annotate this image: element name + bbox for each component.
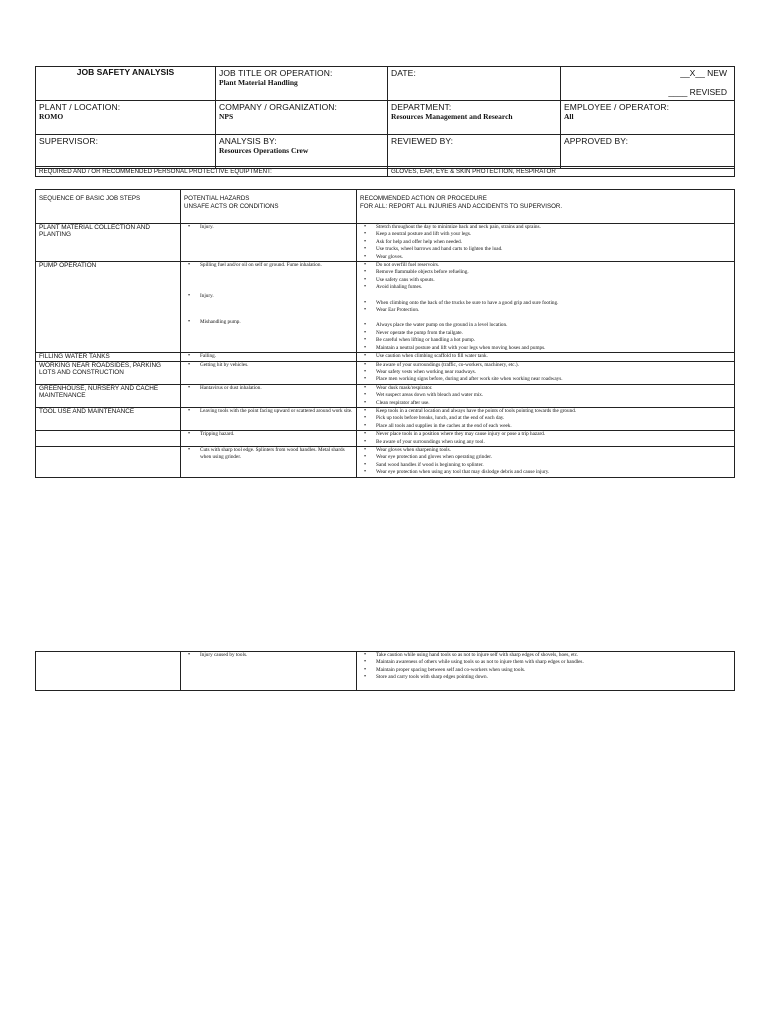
table-row (36, 652, 735, 691)
steps-header: SEQUENCE OF BASIC JOB STEPS (36, 190, 181, 224)
hazard-item: • Falling. (200, 353, 353, 360)
hazard-item: • Cuts with sharp tool edge. Splinters from wood handles. Metal shards when using grinder. (200, 447, 353, 462)
hazard-table (35, 189, 735, 478)
action-item: • Ask for help and offer help when needed. (376, 239, 731, 246)
action-cell (357, 407, 735, 430)
step-cell: FILLING WATER TANKS (36, 353, 181, 361)
table-row (36, 361, 735, 384)
action-item: • Always place the water pump on the ground in a level location. (376, 322, 731, 329)
action-item: • Do not overfill fuel reservoirs. (376, 262, 731, 269)
hazard-cell (181, 384, 357, 407)
action-cell (357, 652, 735, 691)
action-item: • Wear gloves when sharpening tools. (376, 447, 731, 454)
action-item: • Use trucks, wheel barrows and hand carts to lighten the load. (376, 246, 731, 253)
employee-label: EMPLOYEE / OPERATOR: (564, 102, 670, 112)
plant-location-value: ROMO (39, 112, 64, 121)
action-item: • Maintain proper spacing between self and co-workers when using tools. (376, 667, 731, 674)
form-title: JOB SAFETY ANALYSIS (76, 67, 175, 77)
action-item: • Be aware of your surroundings when using any tool. (376, 439, 731, 446)
action-item: • Place all tools and supplies in the caches at the end of each week. (376, 423, 731, 430)
analysis-value: Resources Operations Crew (219, 146, 309, 155)
new-mark: __X__ NEW (680, 68, 727, 78)
action-item: • Maintain awareness of others while using tools so as not to injure them with sharp edges or handles. (376, 659, 731, 666)
hazard-item: • Spilling fuel and/or oil on self or ground. Fume inhalation. (200, 262, 353, 269)
new-revised-cell (561, 67, 735, 101)
hazard-cell (181, 262, 357, 353)
hazards-header: POTENTIAL HAZARDS UNSAFE ACTS OR CONDITIONS (181, 190, 357, 224)
step-cell (36, 652, 181, 691)
revised-mark: ____ REVISED (668, 87, 727, 97)
table-row (36, 384, 735, 407)
action-item: • Place men working signs before, during and after work site when working near roadways. (376, 376, 731, 383)
action-item: • Be careful when lifting or handling a hot pump. (376, 337, 731, 344)
action-item: • Wear safety vests when working near roadways. (376, 369, 731, 376)
company-value: NPS (219, 112, 234, 121)
hazard-cell (181, 353, 357, 361)
hazard-item: • Injury. (200, 224, 353, 231)
action-item: • Wear eye protection when using any tool that may dislodge debris and cause injury. (376, 469, 731, 476)
action-item: • Wear eye protection and gloves when operating grinder. (376, 454, 731, 461)
department-cell (388, 101, 561, 135)
action-item: • Take caution while using hand tools so as not to injure self with sharp edges of shovels, hoes, etc. (376, 652, 731, 659)
ppe-label: REQUIRED AND / OR RECOMMENDED PERSONAL PROTECTIVE EQUIPTMENT: (36, 167, 388, 177)
plant-location-cell (36, 101, 216, 135)
column-header-row (36, 190, 735, 224)
step-cell: WORKING NEAR ROADSIDES, PARKING LOTS AND CONSTRUCTION (36, 361, 181, 384)
hazard-item: • Hantavirus or dust inhalation. (200, 385, 353, 392)
department-value: Resources Management and Research (391, 112, 513, 121)
table-row (36, 224, 735, 262)
table-row (36, 431, 735, 447)
action-cell (357, 262, 735, 353)
reviewed-label: REVIEWED BY: (391, 136, 454, 146)
hazard-item: • Leaving tools with the point facing upward or scattered around work site. (200, 408, 353, 415)
employee-value: All (564, 112, 574, 121)
action-item: • Clean respirator after use. (376, 400, 731, 407)
action-cell (357, 224, 735, 262)
hazard-table-continued (35, 651, 735, 691)
action-item: • Pick up tools before breaks, lunch, and at the end of each day. (376, 415, 731, 422)
approved-cell (561, 135, 735, 169)
action-item: • Use safety cans with spouts. (376, 277, 731, 284)
analysis-cell (216, 135, 388, 169)
action-item: • Wet suspect areas down with bleach and water mix. (376, 392, 731, 399)
form-title-cell (36, 67, 216, 101)
company-cell (216, 101, 388, 135)
hazard-item: • Injury. (200, 293, 353, 300)
ppe-table (35, 166, 735, 177)
action-item: • Stretch throughout the day to minimize back and neck pain, strains and sprains. (376, 224, 731, 231)
action-item: • Never operate the pump from the tailgate. (376, 330, 731, 337)
hazard-item: • Injury caused by tools. (200, 652, 353, 659)
hazard-cell (181, 652, 357, 691)
step-cell (36, 431, 181, 447)
step-cell: TOOL USE AND MAINTENANCE (36, 407, 181, 430)
reviewed-cell (388, 135, 561, 169)
hazard-cell (181, 431, 357, 447)
hazard-item: • Mishandling pump. (200, 319, 353, 326)
analysis-label: ANALYSIS BY: (219, 136, 277, 146)
action-item: • Maintain a neutral posture and lift with your legs when moving hoses and pumps. (376, 345, 731, 352)
ppe-value: GLOVES, EAR, EYE & SKIN PROTECTION, RESPIRATOR (388, 167, 735, 177)
table-row (36, 353, 735, 361)
header-table (35, 66, 735, 169)
action-item: • Remove flammable objects before refueling. (376, 269, 731, 276)
action-cell (357, 361, 735, 384)
table-row (36, 446, 735, 477)
action-item: • Store and carry tools with sharp edges pointing down. (376, 674, 731, 681)
supervisor-cell (36, 135, 216, 169)
action-item: • Wear gloves. (376, 254, 731, 261)
action-item: • Wear dusk mask/respirator. (376, 385, 731, 392)
action-item: • Be aware of your surroundings (traffic, co-workers, machinery, etc.). (376, 362, 731, 369)
date-label: DATE: (391, 68, 416, 78)
step-cell: PLANT MATERIAL COLLECTION AND PLANTING (36, 224, 181, 262)
hazard-cell (181, 224, 357, 262)
step-cell: PUMP OPERATION (36, 262, 181, 353)
step-cell (36, 446, 181, 477)
job-title-value: Plant Material Handling (219, 78, 298, 87)
action-item: • Keep a neutral posture and lift with your legs. (376, 231, 731, 238)
supervisor-label: SUPERVISOR: (39, 136, 99, 146)
company-label: COMPANY / ORGANIZATION: (219, 102, 338, 112)
action-cell (357, 446, 735, 477)
hazard-cell (181, 361, 357, 384)
action-cell (357, 384, 735, 407)
action-item: • Never place tools in a position where they may cause injury or pose a trip hazard. (376, 431, 731, 438)
plant-location-label: PLANT / LOCATION: (39, 102, 121, 112)
action-cell (357, 431, 735, 447)
step-cell: GREENHOUSE, NURSERY AND CACHE MAINTENANCE (36, 384, 181, 407)
approved-label: APPROVED BY: (564, 136, 629, 146)
action-item: • Avoid inhaling fumes. (376, 284, 731, 291)
hazard-cell (181, 407, 357, 430)
hazard-cell (181, 446, 357, 477)
job-title-cell (216, 67, 388, 101)
hazard-item: • Tripping hazard. (200, 431, 353, 438)
action-item: • Keep tools in a central location and always have the points of tools pointing towards the ground. (376, 408, 731, 415)
table-row (36, 407, 735, 430)
table-row (36, 262, 735, 353)
action-item: • When climbing onto the back of the trucks be sure to have a good grip and sure footing. (376, 300, 731, 307)
action-item: • Use caution when climbing scaffold to fill water tank. (376, 353, 731, 360)
action-item: • Sand wood handles if wood is beginning to splinter. (376, 462, 731, 469)
department-label: DEPARTMENT: (391, 102, 452, 112)
action-cell (357, 353, 735, 361)
actions-header: RECOMMENDED ACTION OR PROCEDURE FOR ALL: REPORT ALL INJURIES AND ACCIDENTS TO SUPERVISOR. (357, 190, 735, 224)
employee-cell (561, 101, 735, 135)
hazard-item: • Getting hit by vehicles. (200, 362, 353, 369)
job-title-label: JOB TITLE OR OPERATION: (219, 68, 333, 78)
date-cell (388, 67, 561, 101)
action-item: • Wear Ear Protection. (376, 307, 731, 314)
